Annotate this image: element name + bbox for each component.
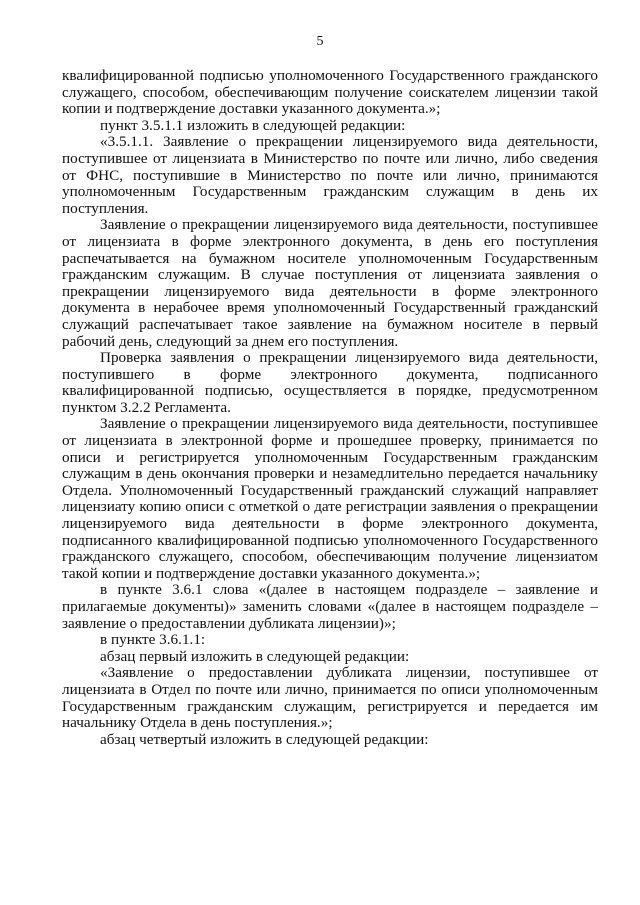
page-number: 5	[316, 34, 324, 49]
paragraph-9: абзац первый изложить в следующей редакции:	[100, 647, 410, 665]
paragraph-4: Заявление о прекращении лицензируемого вида деятельности, поступившее от лицензиата в форме электронного документа, в день его поступления распечатывается на бумажном носителе уполномоченным Государственным гражданским служащим. В случае поступления от лицензиата заявления о прекращении лицензируемого вида деятельности в форме электронного документа в нерабочее время уполномоченный Государственный гражданский служащий распечатывает такое заявление на бумажном носителе в первый рабочий день, следующий за днем его поступления.	[62, 216, 598, 350]
paragraph-7: в пункте 3.6.1 слова «(далее в настоящем подразделе – заявление и прилагаемые документы)» заменить словами «(далее в настоящем подразделе – заявление о предоставлении дубликата лицензии)»;	[62, 581, 598, 632]
paragraph-5: Проверка заявления о прекращении лицензируемого вида деятельности, поступившего в форме электронного документа, подписанного квалифицированной подписью, осуществляется в порядке, предусмотренном пунктом 3.2.2 Регламента.	[62, 349, 598, 416]
paragraph-8: в пункте 3.6.1.1:	[100, 631, 206, 649]
document-body	[62, 68, 598, 748]
paragraph-11: абзац четвертый изложить в следующей редакции:	[100, 730, 429, 748]
paragraph-10: «Заявление о предоставлении дубликата лицензии, поступившее от лицензиата в Отдел по почте или лично, принимается по описи уполномоченным Государственным гражданским служащим, регистрируется и передается им начальнику Отдела в день поступления.»;	[62, 664, 598, 732]
paragraph-6: Заявление о прекращении лицензируемого вида деятельности, поступившее от лицензиата в электронной форме и прошедшее проверку, принимается по описи и регистрируется уполномоченным Государственным гражданским служащим в день окончания проверки и незамедлительно передается начальнику Отдела. Уполномоченный Государственный гражданский служащий направляет лицензиату копию описи с отметкой о дате регистрации заявления о прекращении лицензируемого вида деятельности в форме электронного документа, подписанного квалифицированной подписью уполномоченного Государственного гражданского служащего, способом, обеспечивающим получение лицензиатом такой копии и подтверждение доставки указанного документа.»;	[62, 415, 598, 582]
paragraph-3: «3.5.1.1. Заявление о прекращении лицензируемого вида деятельности, поступившее от лицензиата в Министерство по почте или лично, либо сведения от ФНС, поступившие в Министерство по почте или лично, принимаются уполномоченным Государственным гражданским служащим в день их поступления.	[62, 133, 598, 217]
paragraph-2: пункт 3.5.1.1 изложить в следующей редакции:	[100, 116, 406, 134]
paragraph-1: квалифицированной подписью уполномоченного Государственного гражданского служащего, способом, обеспечивающим получение соискателем лицензии такой копии и подтверждение доставки указанного документа.»;	[62, 67, 598, 118]
